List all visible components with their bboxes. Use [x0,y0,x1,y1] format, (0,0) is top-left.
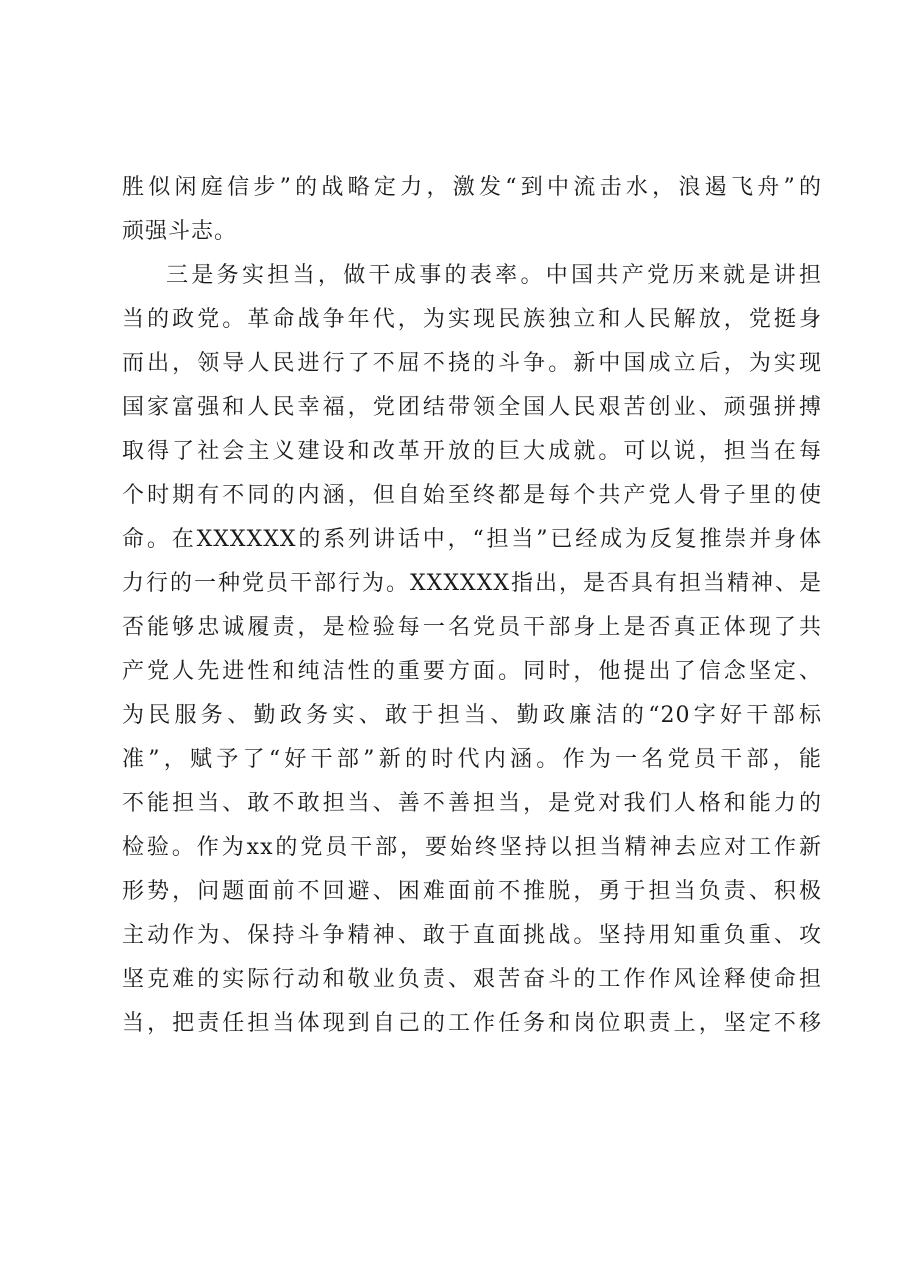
text-line: 准”，赋予了“好干部”新的时代内涵。作为一名党员干部，能 [122,747,822,772]
body-text [122,166,822,1046]
text-line: 坚克难的实际行动和敬业负责、艰苦奋斗的工作作风诠释使命担 [122,967,822,992]
text-line: 取得了社会主义建设和改革开放的巨大成就。可以说，担当在每 [122,439,822,464]
text-line: 力行的一种党员干部行为。XXXXXX指出，是否具有担当精神、是 [122,571,822,596]
text-line: 顽强斗志。 [122,219,238,244]
text-line: 国家富强和人民幸福，党团结带领全国人民艰苦创业、顽强拼搏 [122,395,822,420]
text-line: 产党人先进性和纯洁性的重要方面。同时，他提出了信念坚定、 [122,659,822,684]
text-line: 否能够忠诚履责，是检验每一名党员干部身上是否真正体现了共 [122,615,822,640]
text-line: 形势，问题面前不回避、困难面前不推脱，勇于担当负责、积极 [122,879,822,904]
text-line: 命。在XXXXXX的系列讲话中，“担当”已经成为反复推崇并身体 [122,527,822,552]
text-line: 个时期有不同的内涵，但自始至终都是每个共产党人骨子里的使 [122,483,822,508]
text-line: 检验。作为xx的党员干部，要始终坚持以担当精神去应对工作新 [122,835,822,860]
text-line: 当，把责任担当体现到自己的工作任务和岗位职责上，坚定不移 [122,1011,822,1036]
text-line: 主动作为、保持斗争精神、敢于直面挑战。坚持用知重负重、攻 [122,923,822,948]
text-line: 胜似闲庭信步”的战略定力，激发“到中流击水，浪遏飞舟”的 [122,175,822,200]
text-line: 不能担当、敢不敢担当、善不善担当，是党对我们人格和能力的 [122,791,822,816]
text-line: 为民服务、勤政务实、敢于担当、勤政廉洁的“20字好干部标 [122,703,822,728]
text-line: 当的政党。革命战争年代，为实现民族独立和人民解放，党挺身 [122,307,822,332]
text-line: 而出，领导人民进行了不屈不挠的斗争。新中国成立后，为实现 [122,351,822,376]
paragraph-first-line: 三是务实担当，做干成事的表率。中国共产党历来就是讲担 [166,263,822,288]
